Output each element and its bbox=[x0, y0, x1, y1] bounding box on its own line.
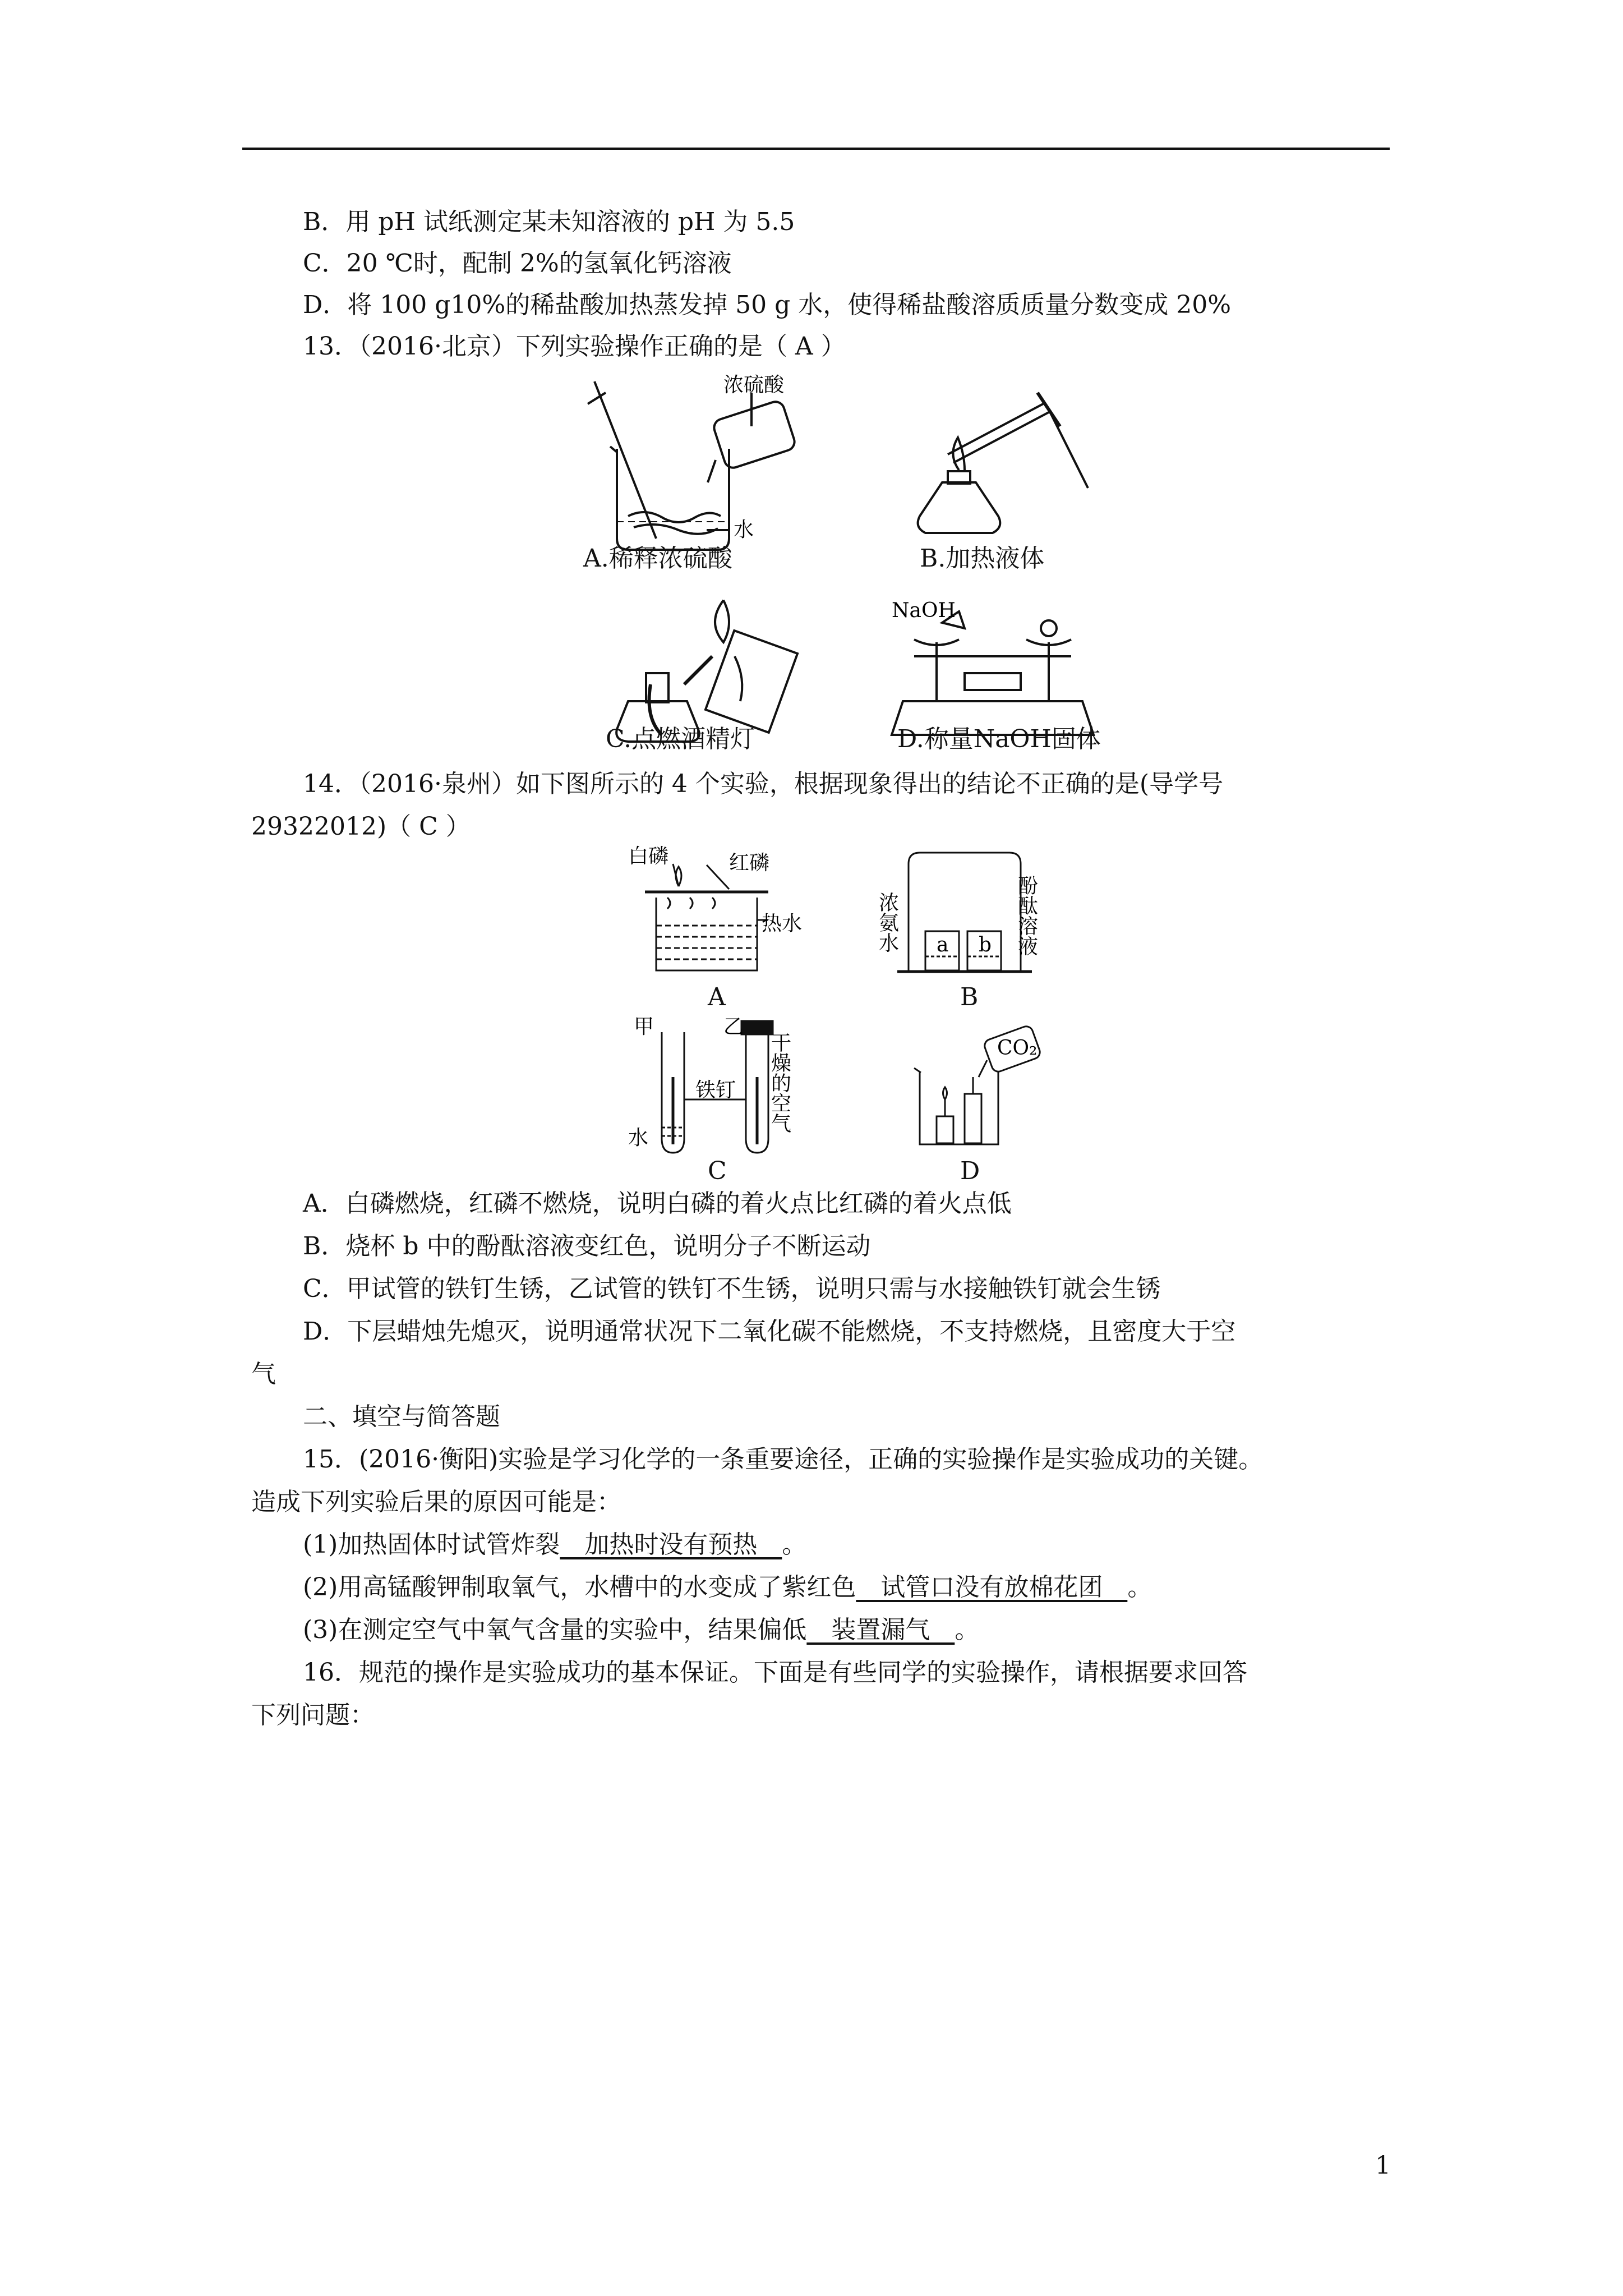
label-red-phosphorus: 红磷 bbox=[729, 852, 770, 875]
q16-stem-line1: 16．规范的操作是实验成功的基本保证。下面是有些同学的实验操作，请根据要求回答 bbox=[303, 1658, 1247, 1687]
label-dry-air: 干燥的空气 bbox=[768, 1032, 791, 1133]
figure-heat-liquid bbox=[880, 370, 1094, 555]
figure-molecules bbox=[875, 841, 1049, 987]
caption-14d: D bbox=[960, 1157, 980, 1185]
q15-part1-end: 。 bbox=[782, 1530, 807, 1559]
caption-13b: B.加热液体 bbox=[920, 544, 1045, 573]
figure-rust-tubes bbox=[617, 1015, 819, 1161]
caption-14c: C bbox=[708, 1157, 727, 1185]
header-rule bbox=[242, 148, 1390, 150]
q15-stem-line2: 造成下列实验后果的原因可能是： bbox=[251, 1488, 621, 1516]
label-iron-nail: 铁钉 bbox=[695, 1079, 736, 1102]
section-heading: 二、填空与简答题 bbox=[303, 1402, 500, 1431]
label-conc-sulfuric-acid: 浓硫酸 bbox=[723, 374, 785, 397]
q15-stem-line1: 15．(2016·衡阳)实验是学习化学的一条重要途径，正确的实验操作是实验成功的关键。 bbox=[303, 1445, 1264, 1474]
q14-option-d-line1: D．下层蜡烛先熄灭，说明通常状况下二氧化碳不能燃烧，不支持燃烧，且密度大于空 bbox=[303, 1317, 1236, 1346]
q14-option-a: A．白磷燃烧，红磷不燃烧，说明白磷的着火点比红磷的着火点低 bbox=[303, 1189, 1012, 1218]
q15-part3-end: 。 bbox=[955, 1616, 980, 1644]
q12-option-b: B．用 pH 试纸测定某未知溶液的 pH 为 5.5 bbox=[303, 208, 795, 236]
q15-part3 bbox=[303, 1614, 979, 1646]
q15-part2-prompt: (2)用高锰酸钾制取氧气，水槽中的水变成了紫红色 bbox=[303, 1573, 856, 1602]
label-beaker-a: a bbox=[937, 933, 949, 956]
q15-part1-answer: 加热时没有预热 bbox=[560, 1530, 782, 1559]
q15-part2 bbox=[303, 1572, 1152, 1603]
label-beaker-b: b bbox=[979, 933, 992, 956]
label-water-tube: 水 bbox=[628, 1126, 649, 1149]
label-naoh: NaOH bbox=[892, 599, 956, 622]
q15-part3-prompt: (3)在测定空气中氧气含量的实验中，结果偏低 bbox=[303, 1616, 807, 1644]
label-hot-water: 热水 bbox=[762, 912, 803, 935]
q14-option-d-line2: 气 bbox=[251, 1360, 276, 1388]
label-phenolphthalein: 酚酞溶液 bbox=[1015, 875, 1038, 956]
q12-option-c: C．20 ℃时，配制 2%的氢氧化钙溶液 bbox=[303, 249, 732, 278]
q14-stem-line2: 29322012)（ C ） bbox=[251, 812, 471, 841]
figure-phosphorus bbox=[623, 847, 802, 976]
caption-14a: A bbox=[708, 983, 726, 1011]
label-ammonia: 浓氨水 bbox=[875, 892, 899, 953]
caption-13c: C.点燃酒精灯 bbox=[606, 725, 755, 753]
label-co2: CO₂ bbox=[997, 1037, 1038, 1060]
q15-part1-prompt: (1)加热固体时试管炸裂 bbox=[303, 1530, 560, 1559]
label-tube-jia: 甲 bbox=[634, 1015, 654, 1038]
label-tube-yi: 乙 bbox=[723, 1015, 744, 1038]
label-water: 水 bbox=[734, 518, 754, 541]
q14-stem-line1: 14．（2016·泉州）如下图所示的 4 个实验，根据现象得出的结论不正确的是(导学号 bbox=[303, 770, 1224, 798]
q13-stem: 13．（2016·北京）下列实验操作正确的是（ A ） bbox=[303, 332, 846, 361]
figure-candles-co2 bbox=[903, 1010, 1049, 1156]
caption-14b: B bbox=[960, 983, 979, 1011]
page-number: 1 bbox=[1375, 2151, 1391, 2180]
q15-part2-answer: 试管口没有放棉花团 bbox=[856, 1573, 1128, 1602]
q16-stem-line2: 下列问题： bbox=[251, 1701, 375, 1729]
caption-13d: D.称量NaOH固体 bbox=[897, 725, 1101, 753]
q15-part1 bbox=[303, 1529, 806, 1561]
q14-option-c: C．甲试管的铁钉生锈，乙试管的铁钉不生锈，说明只需与水接触铁钉就会生锈 bbox=[303, 1274, 1161, 1303]
q15-part3-answer: 装置漏气 bbox=[806, 1616, 955, 1644]
q15-part2-end: 。 bbox=[1127, 1573, 1152, 1602]
caption-13a: A.稀释浓硫酸 bbox=[583, 544, 732, 573]
label-white-phosphorus: 白磷 bbox=[628, 845, 669, 868]
q14-option-b: B．烧杯 b 中的酚酞溶液变红色，说明分子不断运动 bbox=[303, 1232, 871, 1260]
q12-option-d: D．将 100 g10%的稀盐酸加热蒸发掉 50 g 水，使得稀盐酸溶质质量分数变成 20% bbox=[303, 291, 1232, 319]
